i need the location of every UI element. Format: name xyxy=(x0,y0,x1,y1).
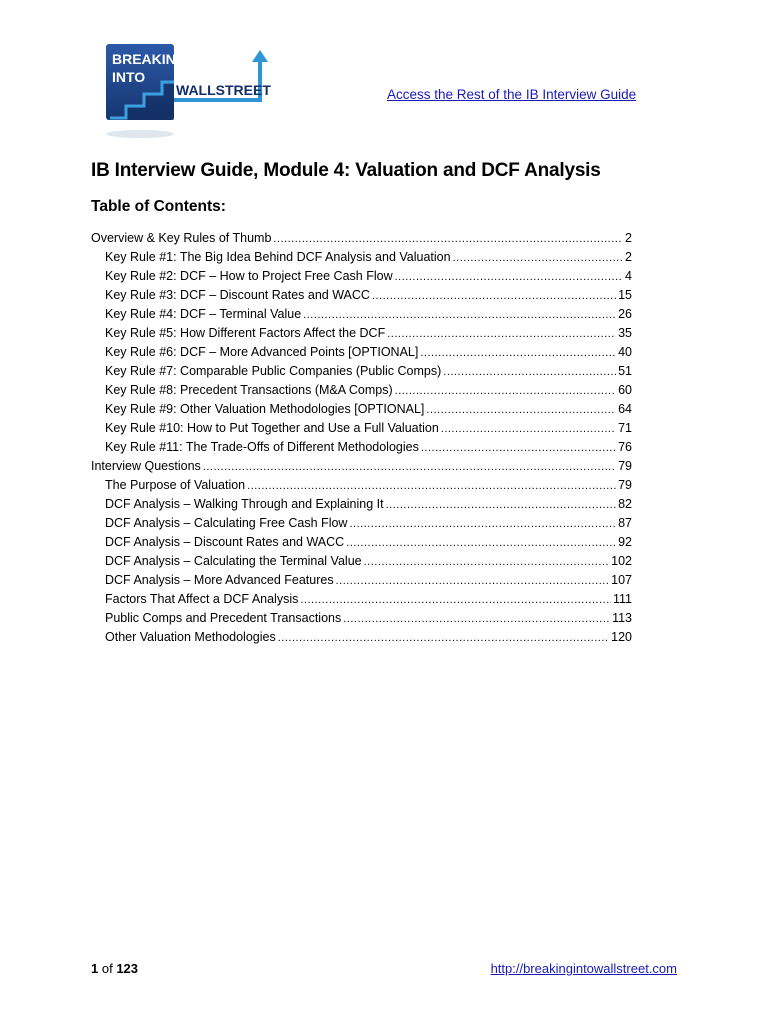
toc-entry[interactable] xyxy=(91,573,632,592)
toc-entry[interactable] xyxy=(91,250,632,269)
toc-entry-page: 26 xyxy=(618,307,632,321)
toc-entry-page: 82 xyxy=(618,497,632,511)
toc-entry-label: Key Rule #10: How to Put Together and Use a Full Valuation xyxy=(105,421,439,435)
toc-entry[interactable] xyxy=(91,440,632,459)
toc-leader-dots xyxy=(278,632,609,644)
toc-entry-page: 76 xyxy=(618,440,632,454)
toc-entry-page: 60 xyxy=(618,383,632,397)
toc-entry-label: DCF Analysis – Discount Rates and WACC xyxy=(105,535,345,549)
toc-entry-page: 107 xyxy=(611,573,632,587)
toc-entry-label: Other Valuation Methodologies xyxy=(105,630,276,644)
toc-entry-page: 71 xyxy=(618,421,632,435)
toc-entry[interactable] xyxy=(91,630,632,649)
toc-entry-page: 120 xyxy=(611,630,632,644)
toc-leader-dots xyxy=(372,290,616,302)
toc-entry[interactable] xyxy=(91,345,632,364)
access-guide-link[interactable]: Access the Rest of the IB Interview Guide xyxy=(387,87,637,102)
toc-entry[interactable] xyxy=(91,554,632,573)
page-total: 123 xyxy=(116,961,139,976)
toc-entry[interactable] xyxy=(91,459,632,478)
breaking-into-wallstreet-logo xyxy=(104,44,274,144)
toc-entry-page: 2 xyxy=(625,250,632,264)
toc-entry[interactable] xyxy=(91,364,632,383)
toc-leader-dots xyxy=(426,404,616,416)
toc-entry-page: 79 xyxy=(618,459,632,473)
toc-entry[interactable] xyxy=(91,478,632,497)
toc-leader-dots xyxy=(420,347,616,359)
toc-entry[interactable] xyxy=(91,383,632,402)
toc-entry-label: DCF Analysis – Walking Through and Explaining It xyxy=(105,497,384,511)
page-title: IB Interview Guide, Module 4: Valuation and DCF Analysis xyxy=(91,160,601,181)
toc-entry[interactable] xyxy=(91,402,632,421)
toc-leader-dots xyxy=(387,328,616,340)
toc-entry-label: Public Comps and Precedent Transactions xyxy=(105,611,342,625)
toc-leader-dots xyxy=(395,271,623,283)
toc-entry-page: 64 xyxy=(618,402,632,416)
toc-entry-page: 35 xyxy=(618,326,632,340)
toc-leader-dots xyxy=(364,556,610,568)
toc-entry[interactable] xyxy=(91,231,632,250)
toc-entry[interactable] xyxy=(91,326,632,345)
page-number xyxy=(91,961,138,976)
toc-leader-dots xyxy=(346,537,616,549)
table-of-contents xyxy=(91,231,632,649)
website-link[interactable]: http://breakingintowallstreet.com xyxy=(490,961,677,976)
logo-text-line1: BREAKING xyxy=(112,51,187,67)
toc-entry-page: 79 xyxy=(618,478,632,492)
toc-entry-label: Key Rule #7: Comparable Public Companies (Public Comps) xyxy=(105,364,442,378)
toc-entry[interactable] xyxy=(91,497,632,516)
toc-entry-label: Key Rule #1: The Big Idea Behind DCF Analysis and Valuation xyxy=(105,250,451,264)
toc-leader-dots xyxy=(441,423,616,435)
toc-entry-page: 2 xyxy=(625,231,632,245)
toc-entry[interactable] xyxy=(91,535,632,554)
toc-entry-label: Overview & Key Rules of Thumb xyxy=(91,231,272,245)
toc-entry[interactable] xyxy=(91,611,632,630)
toc-entry-label: Factors That Affect a DCF Analysis xyxy=(105,592,299,606)
toc-entry-label: Key Rule #5: How Different Factors Affect the DCF xyxy=(105,326,386,340)
toc-entry-page: 87 xyxy=(618,516,632,530)
toc-entry-page: 102 xyxy=(611,554,632,568)
toc-leader-dots xyxy=(453,252,623,264)
toc-leader-dots xyxy=(386,499,616,511)
toc-entry-label: Key Rule #6: DCF – More Advanced Points [OPTIONAL] xyxy=(105,345,419,359)
toc-leader-dots xyxy=(349,518,616,530)
toc-entry-page: 92 xyxy=(618,535,632,549)
toc-entry-label: DCF Analysis – More Advanced Features xyxy=(105,573,334,587)
toc-entry-label: Key Rule #2: DCF – How to Project Free Cash Flow xyxy=(105,269,393,283)
logo-text-line3: WALLSTREET xyxy=(176,82,271,98)
toc-entry-page: 111 xyxy=(612,592,632,606)
toc-entry[interactable] xyxy=(91,288,632,307)
toc-leader-dots xyxy=(443,366,616,378)
toc-entry-label: Key Rule #11: The Trade-Offs of Different Methodologies xyxy=(105,440,419,454)
toc-entry[interactable] xyxy=(91,592,632,611)
toc-leader-dots xyxy=(300,594,611,606)
logo-graphic xyxy=(104,44,274,144)
toc-entry-page: 40 xyxy=(618,345,632,359)
toc-entry-label: DCF Analysis – Calculating the Terminal Value xyxy=(105,554,362,568)
toc-entry-label: Key Rule #3: DCF – Discount Rates and WACC xyxy=(105,288,370,302)
toc-entry[interactable] xyxy=(91,307,632,326)
toc-heading: Table of Contents: xyxy=(91,198,226,215)
logo-text-line2: INTO xyxy=(112,69,146,85)
toc-entry-label: The Purpose of Valuation xyxy=(105,478,246,492)
toc-leader-dots xyxy=(421,442,616,454)
toc-leader-dots xyxy=(343,613,610,625)
toc-leader-dots xyxy=(247,480,616,492)
toc-leader-dots xyxy=(273,233,623,245)
toc-entry[interactable] xyxy=(91,516,632,535)
toc-leader-dots xyxy=(336,575,610,587)
toc-entry-page: 15 xyxy=(618,288,632,302)
toc-leader-dots xyxy=(203,461,616,473)
toc-entry-page: 4 xyxy=(625,269,632,283)
toc-entry-page: 51 xyxy=(618,364,632,378)
toc-entry-label: DCF Analysis – Calculating Free Cash Flow xyxy=(105,516,348,530)
page-of: of xyxy=(101,961,113,976)
toc-entry[interactable] xyxy=(91,269,632,288)
toc-entry-label: Key Rule #9: Other Valuation Methodologies [OPTIONAL] xyxy=(105,402,425,416)
toc-leader-dots xyxy=(303,309,616,321)
toc-leader-dots xyxy=(395,385,616,397)
toc-entry-label: Interview Questions xyxy=(91,459,201,473)
toc-entry-label: Key Rule #8: Precedent Transactions (M&A Comps) xyxy=(105,383,393,397)
toc-entry[interactable] xyxy=(91,421,632,440)
toc-entry-label: Key Rule #4: DCF – Terminal Value xyxy=(105,307,302,321)
toc-entry-page: 113 xyxy=(612,611,632,625)
page-current: 1 xyxy=(91,961,99,976)
